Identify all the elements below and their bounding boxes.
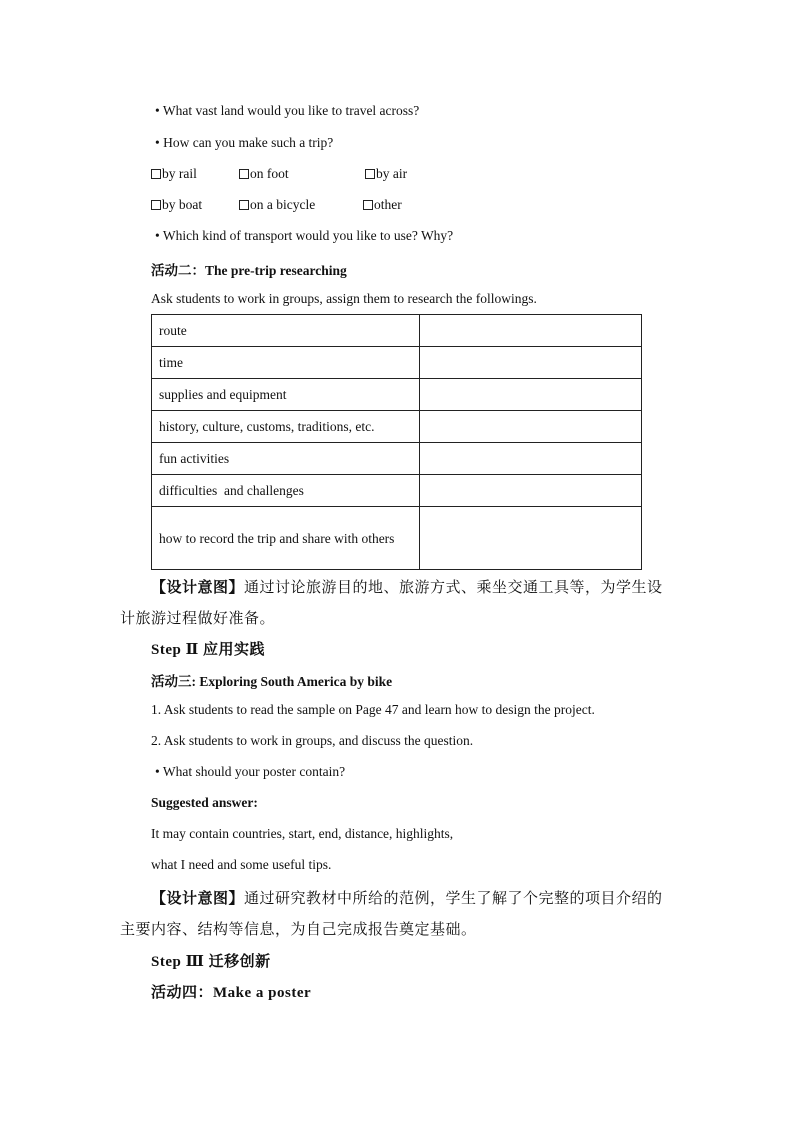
table-row <box>152 347 642 379</box>
option-by-rail[interactable] <box>151 166 197 182</box>
option-label: on foot <box>250 166 289 181</box>
design-intent-text: 通过研究教材中所给的范例，学生了解了个完整的项目介绍的 <box>244 891 663 907</box>
table-cell: history, culture, customs, traditions, etc. <box>152 411 420 443</box>
design-intent2-line2: 主要内容、结构等信息，为自己完成报告奠定基础。 <box>120 922 477 938</box>
table-cell: route <box>152 315 420 347</box>
table-cell-empty <box>420 443 642 475</box>
activity3-title: 活动三: Exploring South America by bike <box>151 674 393 689</box>
table-cell-empty <box>420 411 642 443</box>
activity3-item2: 2. Ask students to work in groups, and discuss the question. <box>151 733 474 748</box>
option-label: by rail <box>162 166 197 181</box>
checkbox-icon[interactable] <box>239 200 249 210</box>
step2-title: Step Ⅱ 应用实践 <box>151 642 265 658</box>
table-cell: fun activities <box>152 443 420 475</box>
activity2-title: 活动二：The pre-trip researching <box>151 263 347 278</box>
activity3-item1: 1. Ask students to read the sample on Page 47 and learn how to design the project. <box>151 702 595 717</box>
table-cell: supplies and equipment <box>152 379 420 411</box>
design-intent-text: 通过讨论旅游目的地、旅游方式、乘坐交通工具等，为学生设 <box>244 580 663 596</box>
table-row <box>152 507 642 570</box>
question-make-trip: • How can you make such a trip? <box>155 135 334 150</box>
checkbox-icon[interactable] <box>365 169 375 179</box>
table-row <box>152 475 642 507</box>
option-other[interactable] <box>363 197 402 213</box>
answer-line1: It may contain countries, start, end, distance, highlights, <box>151 826 454 841</box>
option-label: on a bicycle <box>250 197 316 212</box>
answer-line2: what I need and some useful tips. <box>151 857 332 872</box>
design-intent2-line1 <box>151 887 663 908</box>
activity3-question: • What should your poster contain? <box>155 764 346 779</box>
table-cell-empty <box>420 347 642 379</box>
activity4-title: 活动四：Make a poster <box>151 985 312 1001</box>
question-vast-land: • What vast land would you like to travel across? <box>155 103 420 118</box>
table-cell-empty <box>420 475 642 507</box>
design-intent1-line2: 计旅游过程做好准备。 <box>120 611 276 627</box>
table-row <box>152 315 642 347</box>
suggested-answer-label: Suggested answer: <box>151 795 258 810</box>
table-row <box>152 379 642 411</box>
option-label: by boat <box>162 197 203 212</box>
table-cell: time <box>152 347 420 379</box>
table-row <box>152 443 642 475</box>
question-transport-kind: • Which kind of transport would you like to use? Why? <box>155 228 454 243</box>
design-intent-label: 【设计意图】 <box>151 580 245 596</box>
table-cell-empty <box>420 379 642 411</box>
option-on-a-bicycle[interactable] <box>239 197 315 213</box>
table-cell: how to record the trip and share with others <box>152 507 420 570</box>
table-cell: difficulties and challenges <box>152 475 420 507</box>
checkbox-icon[interactable] <box>239 169 249 179</box>
checkbox-icon[interactable] <box>151 200 161 210</box>
option-on-foot[interactable] <box>239 166 289 182</box>
step3-title: Step Ⅲ 迁移创新 <box>151 954 271 970</box>
design-intent-label: 【设计意图】 <box>151 891 245 907</box>
option-by-boat[interactable] <box>151 197 202 213</box>
option-label: other <box>374 197 402 212</box>
checkbox-icon[interactable] <box>151 169 161 179</box>
option-by-air[interactable] <box>365 166 407 182</box>
activity2-instruction: Ask students to work in groups, assign them to research the followings. <box>151 291 537 306</box>
table-cell-empty <box>420 507 642 570</box>
table-cell-empty <box>420 315 642 347</box>
option-label: by air <box>376 166 408 181</box>
design-intent1-line1 <box>151 576 663 597</box>
table-row <box>152 411 642 443</box>
research-table <box>151 314 642 570</box>
checkbox-icon[interactable] <box>363 200 373 210</box>
